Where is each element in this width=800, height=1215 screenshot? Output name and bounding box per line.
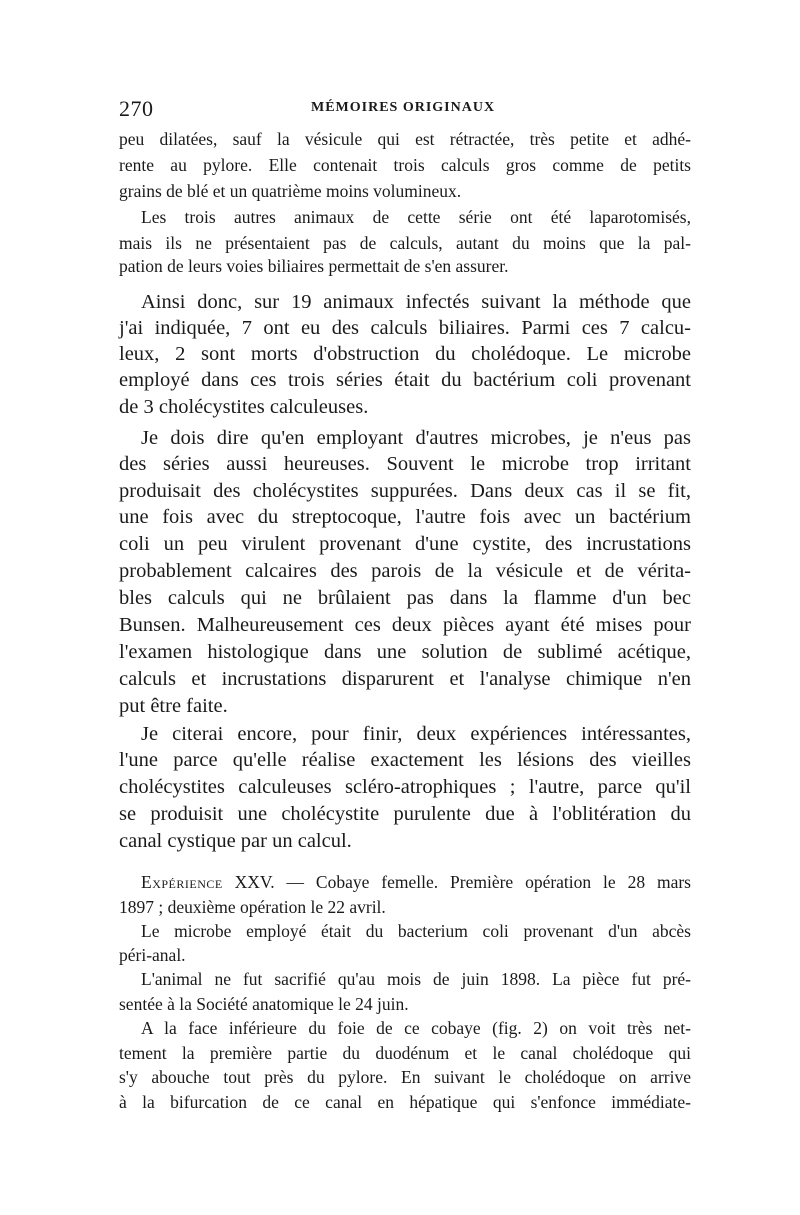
text-line: leux, 2 sont morts d'obstruction du cholédoque. Le microbe: [119, 343, 691, 365]
text-line: péri-anal.: [119, 945, 186, 965]
text-line: à la bifurcation de ce canal en hépatique qui s'enfonce immédiate-: [119, 1092, 691, 1112]
text-line: calculs et incrustations disparurent et l'analyse chimique n'en: [119, 668, 691, 690]
text-line: Les trois autres animaux de cette série ont été laparotomisés,: [141, 207, 691, 227]
text-line: A la face inférieure du foie de ce cobaye (fig. 2) on voit très net-: [141, 1018, 691, 1038]
text-line: L'animal ne fut sacrifié qu'au mois de juin 1898. La pièce fut pré-: [141, 969, 691, 989]
running-title: MÉMOIRES ORIGINAUX: [311, 100, 496, 115]
text-line: se produisit une cholécystite purulente due à l'oblitération du: [119, 803, 691, 825]
text-line: tement la première partie du duodénum et le canal cholédoque qui: [119, 1043, 691, 1063]
experiment-heading-line: Expérience XXV. — Cobaye femelle. Première opération le 28 mars: [141, 872, 691, 892]
page-header: [119, 96, 689, 120]
text-line: grains de blé et un quatrième moins volumineux.: [119, 181, 462, 201]
text-line: probablement calcaires des parois de la vésicule et de vérita-: [119, 560, 691, 582]
page-number: 270: [119, 96, 154, 121]
text-line: rente au pylore. Elle contenait trois calculs gros comme de petits: [119, 155, 691, 175]
text-line: j'ai indiquée, 7 ont eu des calculs biliaires. Parmi ces 7 calcu-: [119, 317, 691, 339]
text-line: Le microbe employé était du bacterium coli provenant d'un abcès: [141, 921, 691, 941]
text-line: Bunsen. Malheureusement ces deux pièces ayant été mises pour: [119, 614, 691, 636]
text-line: put être faite.: [119, 695, 228, 717]
text-line: produisait des cholécystites suppurées. Dans deux cas il se fit,: [119, 480, 691, 502]
text-line: mais ils ne présentaient pas de calculs, autant du moins que la pal-: [119, 233, 691, 253]
text-line: s'y abouche tout près du pylore. En suivant le cholédoque on arrive: [119, 1067, 691, 1087]
text-line: coli un peu virulent provenant d'une cystite, des incrustations: [119, 533, 691, 555]
text-line: peu dilatées, sauf la vésicule qui est rétractée, très petite et adhé-: [119, 129, 691, 149]
text-line: l'une parce qu'elle réalise exactement les lésions des vieilles: [119, 749, 691, 771]
text-line: Je dois dire qu'en employant d'autres microbes, je n'eus pas: [141, 427, 691, 449]
text-line: l'examen histologique dans une solution de sublimé acétique,: [119, 641, 691, 663]
text-line: bles calculs qui ne brûlaient pas dans la flamme d'un bec: [119, 587, 691, 609]
text-line: pation de leurs voies biliaires permettait de s'en assurer.: [119, 256, 509, 276]
text-line: Je citerai encore, pour finir, deux expériences intéressantes,: [141, 723, 691, 745]
text-line: Ainsi donc, sur 19 animaux infectés suivant la méthode que: [141, 291, 691, 313]
text-line: une fois avec du streptocoque, l'autre fois avec un bactérium: [119, 506, 691, 528]
text-line: 1897 ; deuxième opération le 22 avril.: [119, 897, 386, 917]
text-line: canal cystique par un calcul.: [119, 830, 352, 852]
text-line: des séries aussi heureuses. Souvent le microbe trop irritant: [119, 453, 691, 475]
text-line: de 3 cholécystites calculeuses.: [119, 396, 369, 418]
text-line: cholécystites calculeuses scléro-atrophiques ; l'autre, parce qu'il: [119, 776, 691, 798]
text-line: sentée à la Société anatomique le 24 juin.: [119, 994, 409, 1014]
text-line: employé dans ces trois séries était du bactérium coli provenant: [119, 369, 691, 391]
